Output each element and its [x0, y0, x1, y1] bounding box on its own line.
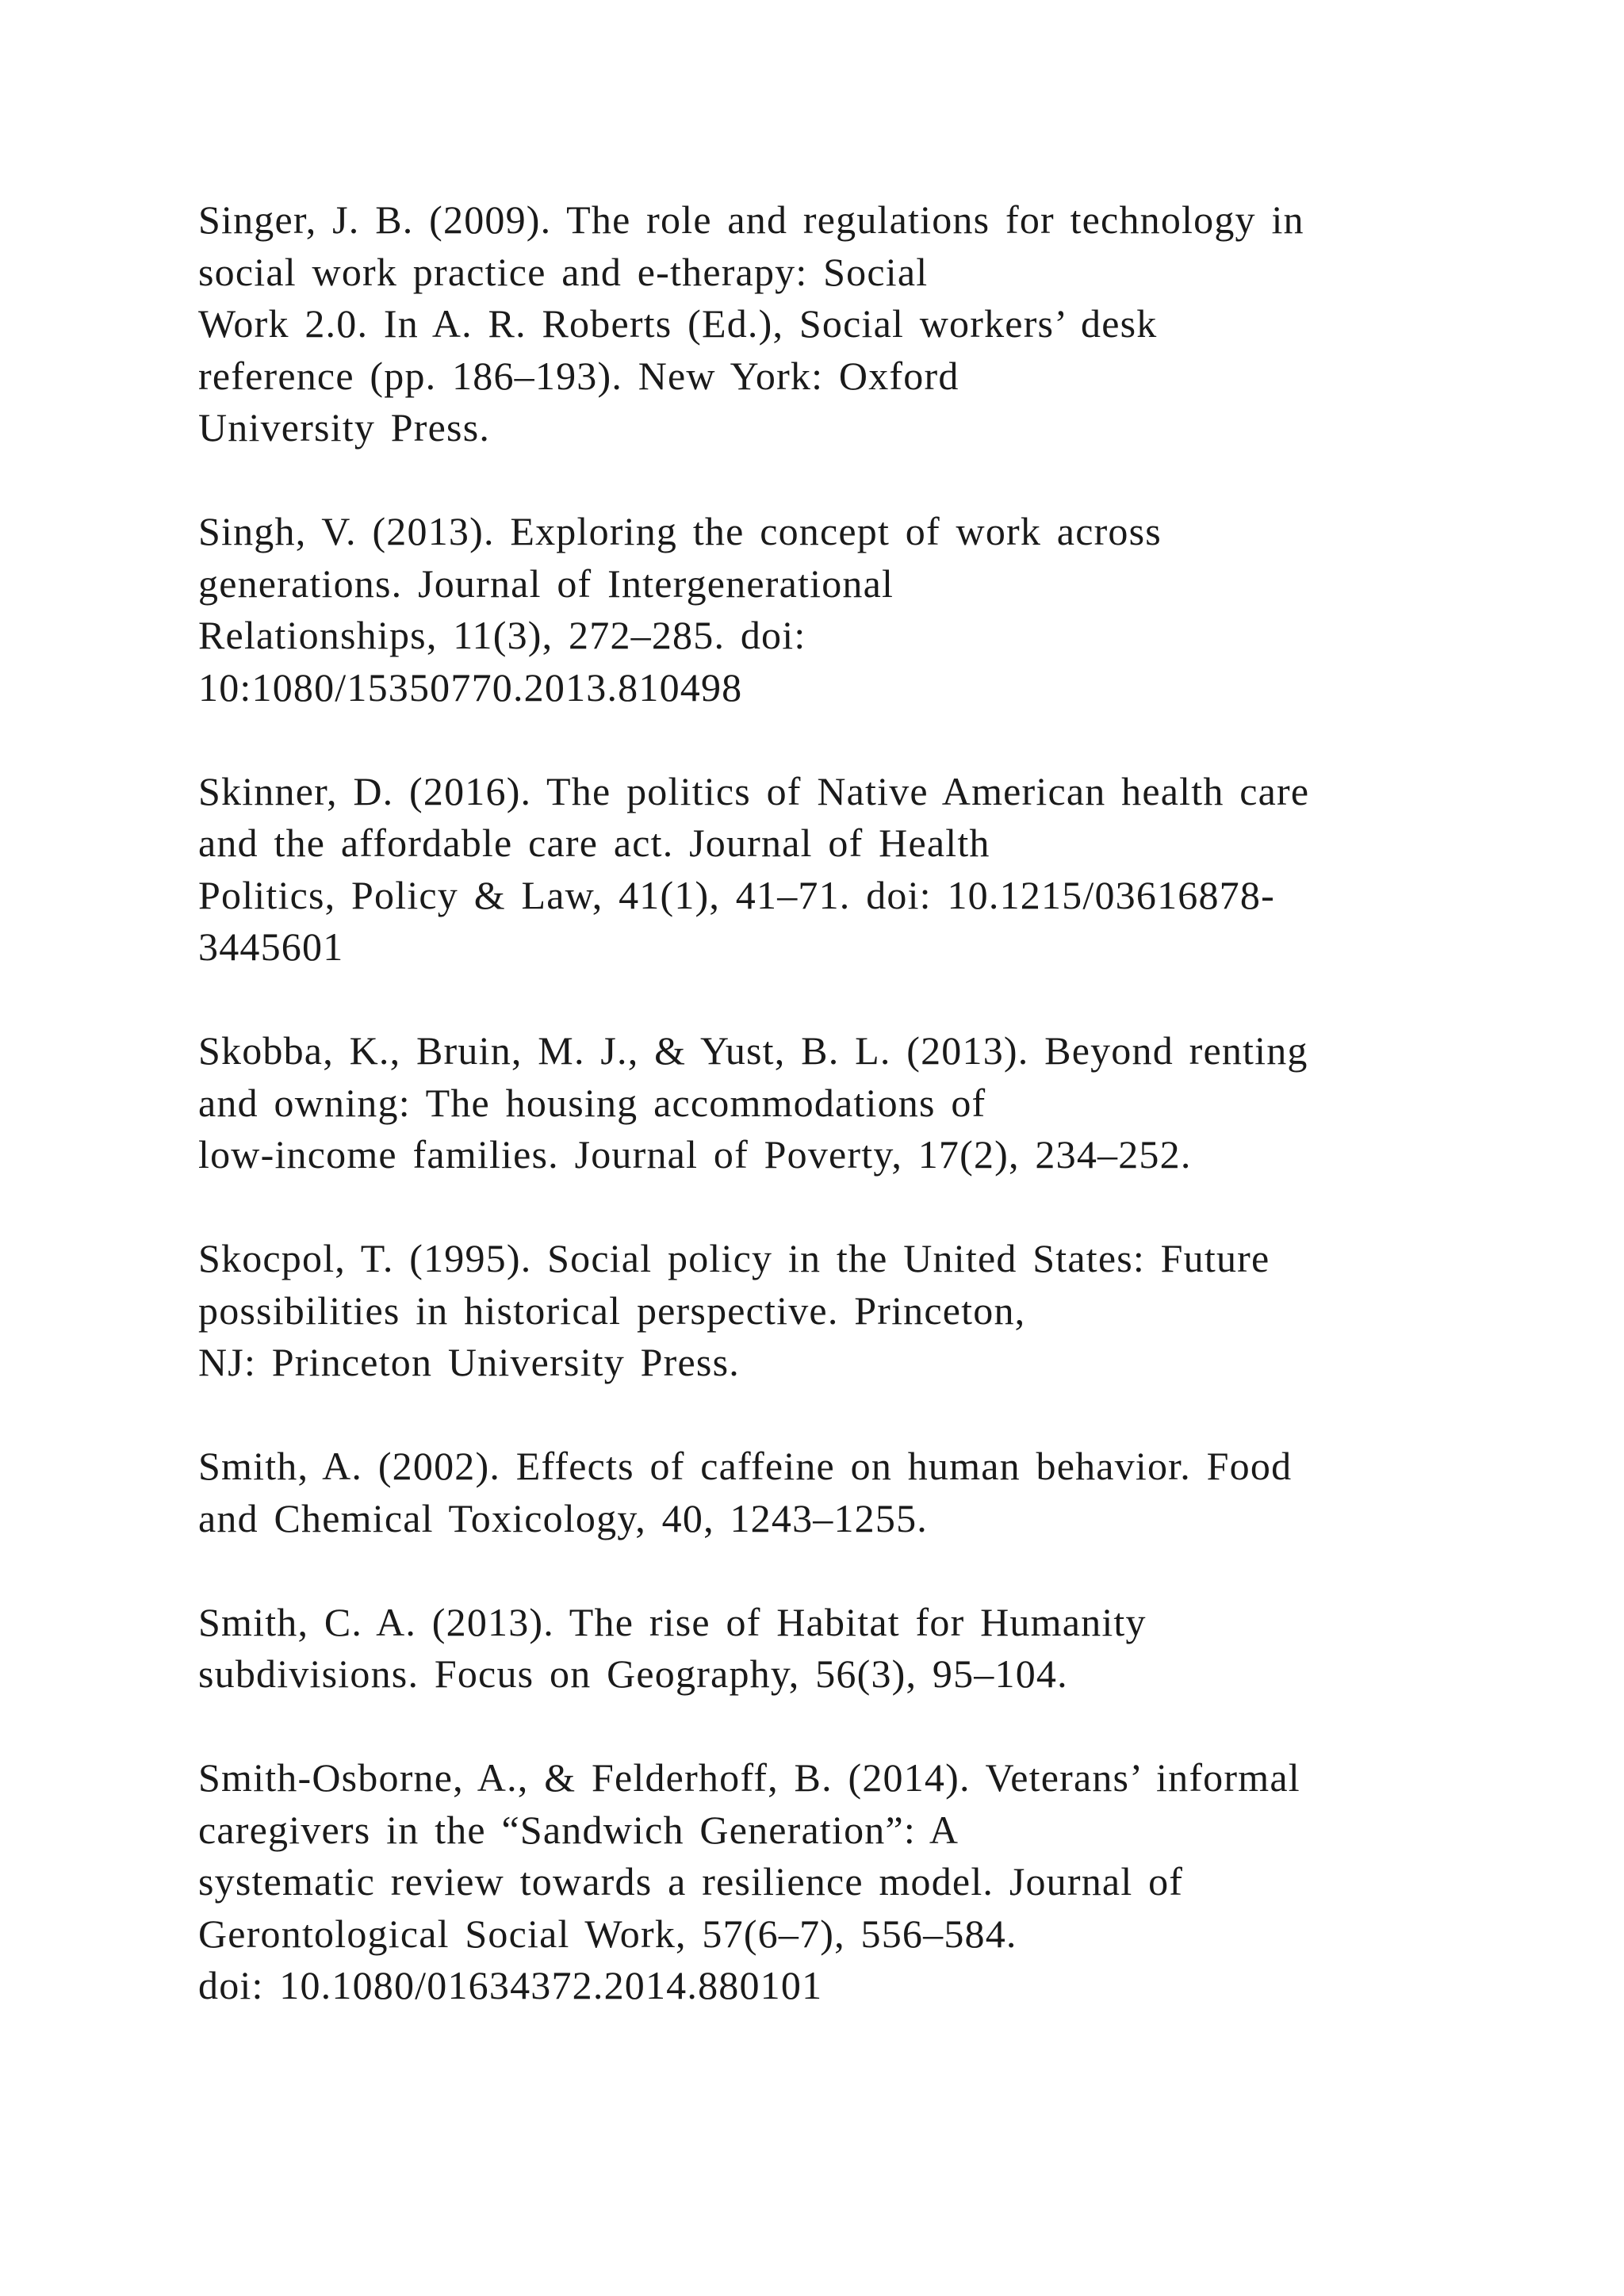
- reference-line: Work 2.0. In A. R. Roberts (Ed.), Social workers’ desk: [198, 301, 1158, 346]
- reference-line: and Chemical Toxicology, 40, 1243–1255.: [198, 1495, 928, 1540]
- reference-line: doi: 10.1080/01634372.2014.880101: [198, 1963, 823, 2007]
- reference-line: Smith, C. A. (2013). The rise of Habitat for Humanity: [198, 1599, 1147, 1644]
- reference-line: caregivers in the “Sandwich Generation”: A: [198, 1807, 959, 1852]
- reference-line: Relationships, 11(3), 272–285. doi:: [198, 613, 806, 657]
- reference-list: [198, 194, 1515, 2064]
- reference-line: Politics, Policy & Law, 41(1), 41–71. doi: 10.1215/03616878-: [198, 872, 1275, 917]
- reference-entry-skocpol: [198, 1233, 1515, 1389]
- reference-line: Skinner, D. (2016). The politics of Native American health care: [198, 768, 1310, 813]
- reference-line: systematic review towards a resilience model. Journal of: [198, 1859, 1184, 1904]
- reference-line: Gerontological Social Work, 57(6–7), 556–584.: [198, 1911, 1017, 1956]
- reference-line: NJ: Princeton University Press.: [198, 1340, 740, 1384]
- reference-line: subdivisions. Focus on Geography, 56(3), 95–104.: [198, 1651, 1068, 1696]
- reference-entry-smith-a: [198, 1441, 1515, 1544]
- reference-line: 10:1080/15350770.2013.810498: [198, 664, 743, 710]
- reference-line: and the affordable care act. Journal of Health: [198, 821, 990, 865]
- reference-line: Skobba, K., Bruin, M. J., & Yust, B. L. (2013). Beyond renting: [198, 1028, 1308, 1073]
- reference-line: Smith-Osborne, A., & Felderhoff, B. (2014). Veterans’ informal: [198, 1755, 1300, 1800]
- reference-line: University Press.: [198, 405, 491, 450]
- reference-entry-smith-c: [198, 1597, 1515, 1701]
- reference-line: Singer, J. B. (2009). The role and regulations for technology in: [198, 197, 1304, 242]
- reference-line: and owning: The housing accommodations of: [198, 1080, 986, 1125]
- reference-line: social work practice and e-therapy: Social: [198, 249, 929, 294]
- reference-entry-singh: [198, 506, 1515, 714]
- reference-line: Skocpol, T. (1995). Social policy in the United States: Future: [198, 1236, 1270, 1280]
- reference-line: 3445601: [198, 924, 344, 969]
- reference-line: low-income families. Journal of Poverty, 17(2), 234–252.: [198, 1132, 1192, 1177]
- reference-entry-skinner: [198, 766, 1515, 974]
- reference-entry-singer: [198, 194, 1515, 454]
- reference-line: possibilities in historical perspective. Princeton,: [198, 1288, 1026, 1333]
- reference-entry-smith-osborne: [198, 1752, 1515, 2012]
- reference-line: Singh, V. (2013). Exploring the concept of work across: [198, 509, 1162, 553]
- reference-entry-skobba: [198, 1025, 1515, 1181]
- reference-line: reference (pp. 186–193). New York: Oxford: [198, 353, 959, 398]
- reference-line: Smith, A. (2002). Effects of caffeine on human behavior. Food: [198, 1444, 1293, 1488]
- reference-line: generations. Journal of Intergenerational: [198, 561, 894, 606]
